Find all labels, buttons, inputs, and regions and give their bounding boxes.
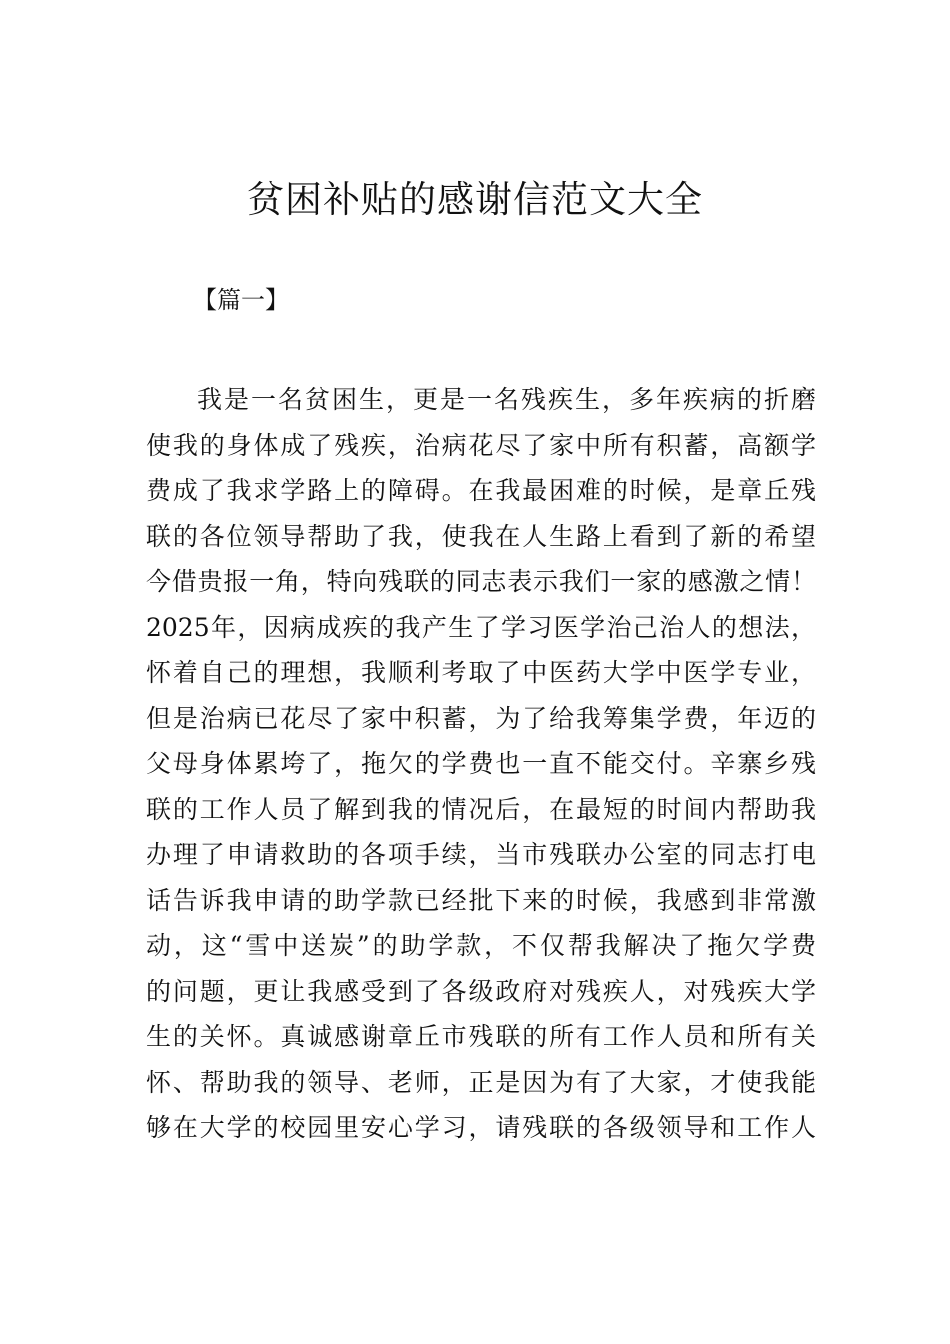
body-line: 怀着自己的理想，我顺利考取了中医药大学中医学专业， — [146, 658, 816, 687]
body-line: 的问题，更让我感受到了各级政府对残疾人，对残疾大学 — [146, 976, 816, 1006]
section-label: 【篇一】 — [193, 286, 289, 314]
body-line: 话告诉我申请的助学款已经批下来的时候，我感到非常激 — [146, 885, 816, 915]
body-line: 生的关怀。真诚感谢章丘市残联的所有工作人员和所有关 — [146, 1022, 816, 1051]
body-line: 联的各位领导帮助了我，使我在人生路上看到了新的希望 — [146, 521, 816, 551]
document-title: 贫困补贴的感谢信范文大全 — [247, 178, 703, 221]
body-line: 使我的身体成了残疾，治病花尽了家中所有积蓄，高额学 — [146, 430, 816, 460]
letter-body — [146, 377, 816, 1151]
body-line: 今借贵报一角，特向残联的同志表示我们一家的感激之情！ — [146, 567, 816, 596]
body-line: 父母身体累垮了，拖欠的学费也一直不能交付。辛寨乡残 — [146, 749, 816, 778]
body-line: 动，这“雪中送炭”的助学款，不仅帮我解决了拖欠学费 — [146, 931, 816, 960]
body-line: 够在大学的校园里安心学习，请残联的各级领导和工作人 — [146, 1113, 816, 1142]
body-line: 但是治病已花尽了家中积蓄，为了给我筹集学费，年迈的 — [146, 703, 816, 733]
body-line: 我是一名贫困生，更是一名残疾生，多年疾病的折磨 — [197, 385, 816, 414]
body-line: 怀、帮助我的领导、老师，正是因为有了大家，才使我能 — [146, 1067, 816, 1097]
body-line: 联的工作人员了解到我的情况后，在最短的时间内帮助我 — [146, 794, 816, 824]
body-line: 费成了我求学路上的障碍。在我最困难的时候，是章丘残 — [146, 476, 816, 505]
body-line: 办理了申请救助的各项手续，当市残联办公室的同志打电 — [146, 840, 816, 869]
body-line: 2025年，因病成疾的我产生了学习医学治己治人的想法， — [146, 612, 816, 642]
